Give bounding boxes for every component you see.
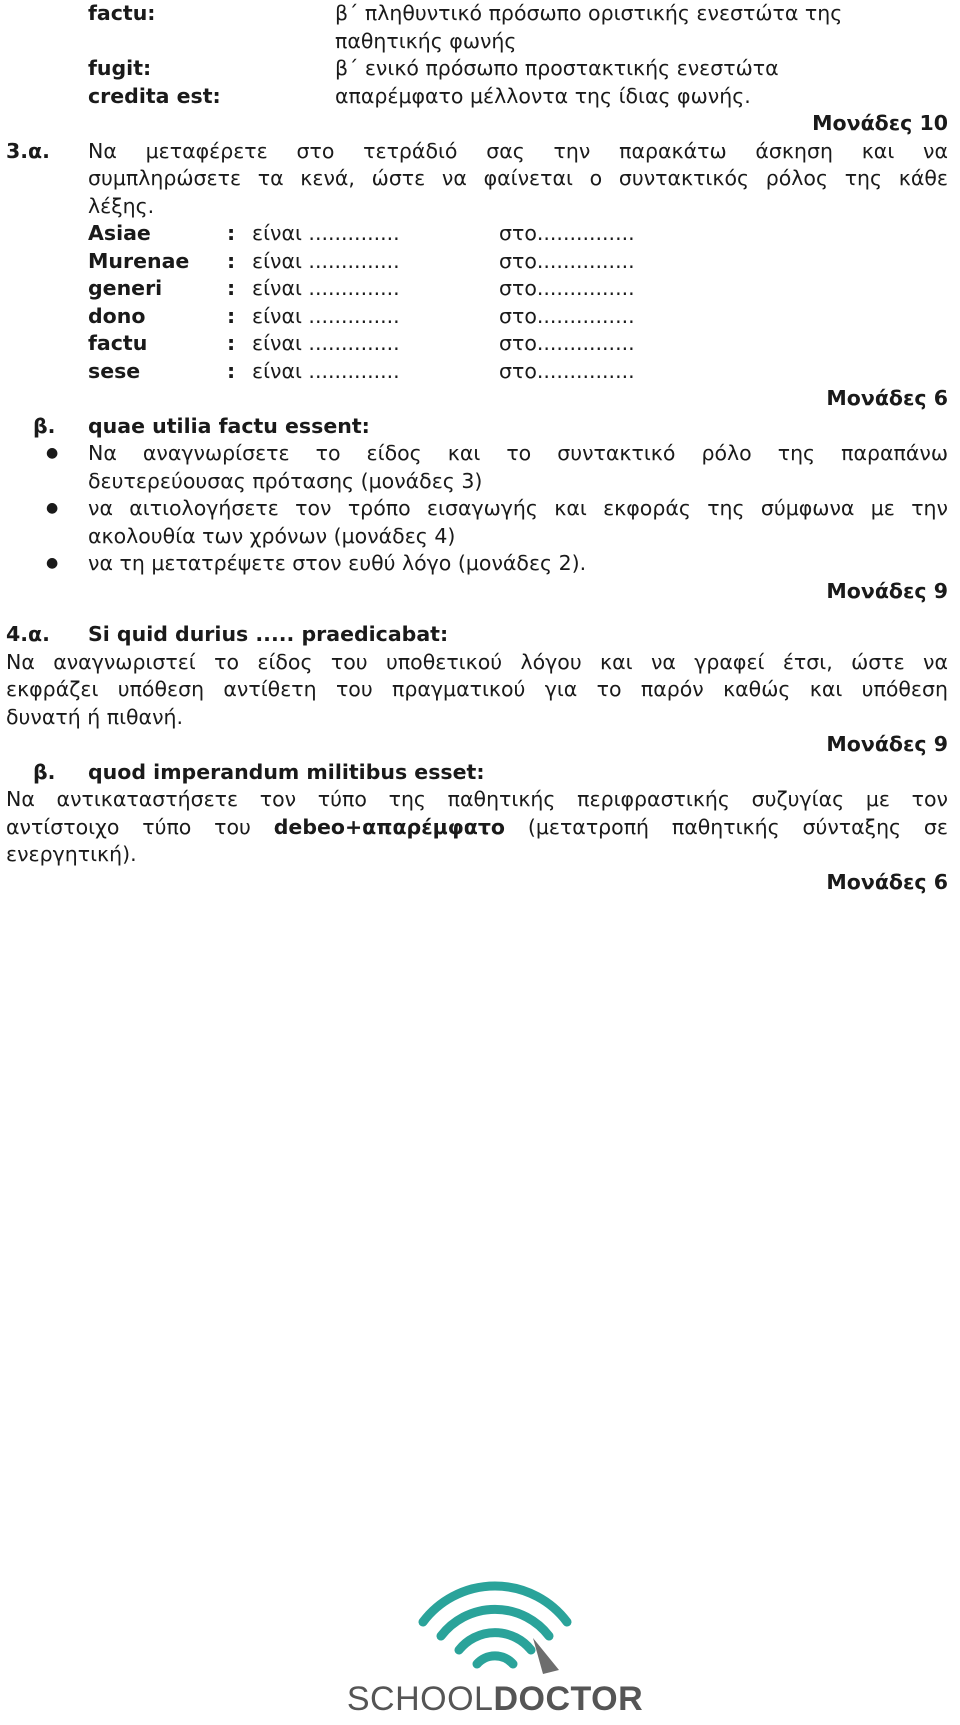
word-row [6, 330, 956, 358]
question-text-line: ενεργητική). [6, 842, 137, 866]
wifi-signal-icon [345, 1560, 645, 1717]
word-role-table [6, 220, 956, 385]
question-title: quod imperandum militibus esset: [88, 759, 485, 784]
form-fugit [6, 55, 956, 83]
bullet-text-line: να αιτιολογήσετε τον τρόπο εισαγωγής και εκφοράς της σύμφωνα με την [88, 496, 948, 520]
form-term: fugit: [88, 56, 152, 80]
blank-is: είναι .............. [252, 248, 400, 273]
bullet-dot-icon: ● [46, 445, 59, 461]
latin-word: Murenae [88, 248, 190, 273]
latin-word: dono [88, 303, 146, 328]
logo-text-school: SCHOOL [346, 1680, 494, 1717]
form-desc-line: παθητικής φωνής [335, 28, 517, 53]
points-3b: Μονάδες 9 [826, 578, 948, 603]
svg-text:SCHOOLDOCTOR [347, 1680, 643, 1717]
question-4a-text [6, 649, 948, 732]
bullet-list [6, 440, 956, 578]
form-desc-line: β΄ πληθυντικό πρόσωπο οριστικής ενεστώτα της [335, 1, 843, 25]
question-text-line: εκφράζει υπόθεση αντίθετη του πραγματικού για το παρόν καθώς και υπόθεση [6, 677, 948, 701]
text-part-bold: debeo+απαρέμφατο [273, 814, 506, 839]
form-factu [6, 0, 956, 55]
question-3b-header [6, 413, 956, 441]
question-4a-header [6, 621, 956, 649]
schooldoctor-logo [345, 1560, 645, 1717]
blank-to: στο............... [499, 276, 635, 300]
blank-is: είναι .............. [252, 221, 400, 245]
latin-word: sese [88, 358, 141, 383]
blank-to: στο............... [499, 303, 635, 328]
bullet-text-line: ακολουθία των χρόνων (μονάδες 4) [88, 523, 456, 548]
blank-is: είναι .............. [252, 303, 400, 328]
colon: : [227, 358, 236, 383]
points-4b: Μονάδες 6 [826, 869, 948, 894]
word-row [6, 220, 956, 248]
logo-text-doctor: DOCTOR [493, 1680, 644, 1717]
form-term: factu: [88, 1, 156, 25]
question-text-line [6, 814, 948, 842]
question-3a [6, 138, 956, 221]
question-text-line: δυνατή ή πιθανή. [6, 704, 184, 729]
points-10: Μονάδες 10 [812, 111, 948, 135]
bullet-item [6, 495, 956, 550]
bullet-dot-icon: ● [46, 555, 59, 571]
latin-word: generi [88, 276, 163, 300]
form-credita-est [6, 83, 956, 111]
word-row [6, 358, 956, 386]
bullet-dot-icon: ● [46, 500, 59, 516]
colon: : [227, 331, 236, 355]
question-text-line: συμπληρώσετε τα κενά, ώστε να φαίνεται ο συντακτικός ρόλος της κάθε [88, 166, 948, 190]
question-label: 3.α. [6, 138, 50, 163]
form-desc-line: απαρέμφατο μέλλοντα της ίδιας φωνής. [335, 83, 751, 108]
text-part: αντίστοιχο τύπο του [6, 814, 274, 839]
points-4a: Μονάδες 9 [826, 732, 948, 756]
blank-is: είναι .............. [252, 331, 400, 355]
colon: : [227, 221, 236, 245]
form-term: credita est: [88, 83, 221, 108]
question-title: Si quid durius ..... praedicabat: [88, 622, 449, 646]
question-label: β. [33, 759, 56, 784]
word-row [6, 275, 956, 303]
blank-is: είναι .............. [252, 276, 400, 300]
question-label: β. [33, 413, 56, 438]
word-row [6, 303, 956, 331]
question-4b-header [6, 759, 956, 787]
word-row [6, 248, 956, 276]
question-text-line: Να αντικαταστήσετε τον τύπο της παθητικής περιφραστικής συζυγίας με τον [6, 787, 948, 811]
bullet-item [6, 440, 956, 495]
question-text-line: Να αναγνωριστεί το είδος του υποθετικού λόγου και να γραφεί έτσι, ώστε να [6, 649, 948, 674]
bullet-item [6, 550, 956, 578]
colon: : [227, 303, 236, 328]
question-text-line: λέξης. [88, 193, 155, 218]
question-title: quae utilia factu essent: [88, 413, 370, 438]
form-desc-line: β΄ ενικό πρόσωπο προστακτικής ενεστώτα [335, 56, 779, 80]
blank-is: είναι .............. [252, 358, 400, 383]
colon: : [227, 248, 236, 273]
blank-to: στο............... [499, 221, 635, 245]
latin-word: factu [88, 331, 148, 355]
bullet-text-line: να τη μετατρέψετε στον ευθύ λόγο (μονάδες 2). [88, 551, 587, 575]
bullet-text-line: δευτερεύουσας πρότασης (μονάδες 3) [88, 468, 483, 493]
latin-word: Asiae [88, 221, 151, 245]
question-text-line: Να μεταφέρετε στο τετράδιό σας την παρακάτω άσκηση και να [88, 138, 948, 163]
bullet-text-line: Να αναγνωρίσετε το είδος και το συντακτικό ρόλο της παραπάνω [88, 441, 948, 465]
points-3a: Μονάδες 6 [826, 386, 948, 410]
text-part: (μετατροπή παθητικής σύνταξης σε [505, 814, 948, 839]
exam-page [6, 0, 956, 896]
blank-to: στο............... [499, 358, 635, 383]
blank-to: στο............... [499, 248, 635, 273]
colon: : [227, 276, 236, 300]
question-4b-text [6, 786, 948, 869]
blank-to: στο............... [499, 331, 635, 355]
question-label: 4.α. [6, 622, 50, 646]
